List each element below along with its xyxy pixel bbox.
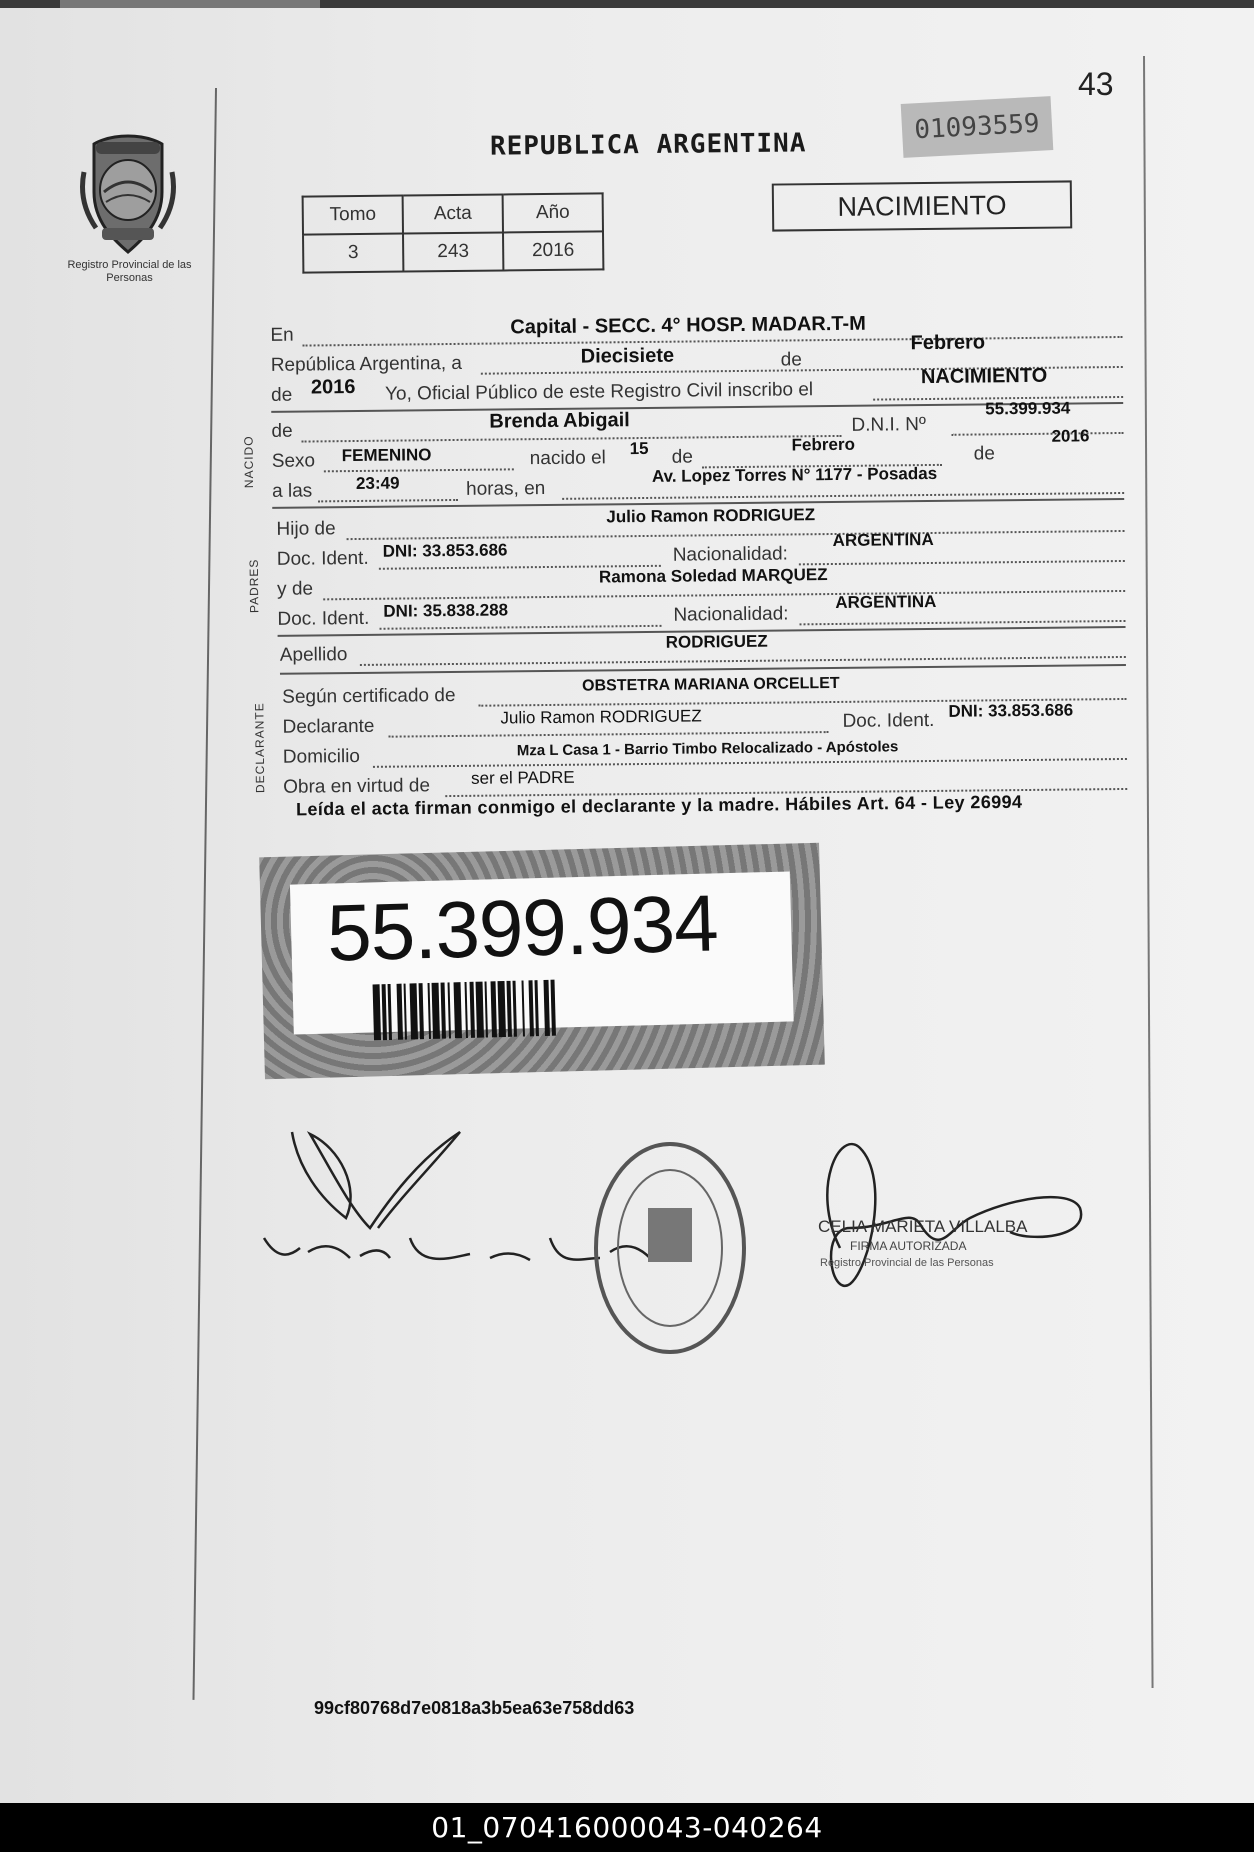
value-child-dni: 55.399.934 (985, 398, 1071, 419)
row-surname (264, 632, 1144, 671)
label-en: En (270, 324, 294, 346)
label-de-month: de (780, 349, 802, 371)
value-declarant-name: Julio Ramon RODRIGUEZ (500, 706, 702, 728)
label-apellido: Apellido (279, 644, 348, 666)
officer-name-stamp: CELIA MARIETA VILLALBA (818, 1217, 1028, 1236)
dotted-line (799, 560, 1125, 565)
label-horas-en: horas, en (465, 478, 546, 500)
value-birth-time: 23:49 (355, 473, 400, 494)
dotted-line (952, 432, 1124, 436)
value-day: Diecisiete (580, 344, 675, 368)
label-obra-en-virtud: Obra en virtud de (283, 775, 431, 798)
mother-signature-icon (264, 1132, 650, 1260)
label-a-las: a las (271, 480, 313, 502)
dni-sticker (259, 843, 825, 1080)
sticker-label (290, 871, 794, 1034)
left-margin-line (192, 88, 217, 1700)
registry-value-ano: 2016 (503, 231, 603, 270)
label-nacido-el: nacido el (529, 447, 606, 470)
registry-header-ano: Año (503, 193, 603, 232)
label-segun-certificado: Según certificado de (282, 684, 456, 708)
barcode (373, 976, 704, 1041)
registry-header-tomo: Tomo (303, 196, 403, 235)
registry-header-acta: Acta (403, 194, 503, 233)
birth-record-form (241, 284, 1145, 803)
footer-file-code: 01_070416000043-040264 (0, 1803, 1254, 1852)
officer-org-stamp: Registro Provincial de las Personas (820, 1257, 994, 1269)
top-edge-shadow (0, 0, 1254, 8)
side-label-padres: PADRES (246, 558, 262, 614)
value-mother-doc: DNI: 35.838.288 (383, 600, 509, 621)
label-declarante: Declarante (282, 715, 375, 738)
value-dob-day: 15 (629, 438, 649, 459)
registry-header-row (303, 193, 603, 234)
country-title: REPUBLICA ARGENTINA (489, 128, 807, 162)
label-doc-ident-father: Doc. Ident. (276, 547, 369, 570)
value-certificate-by: OBSTETRA MARIANA ORCELLET (582, 674, 840, 695)
label-de-dob-month: de (671, 446, 693, 468)
officer-title-stamp: FIRMA AUTORIZADA (850, 1239, 967, 1253)
value-birth-place: Av. Lopez Torres N° 1177 - Posadas (651, 463, 938, 486)
document-hash: 99cf80768d7e0818a3b5ea63e758dd63 (314, 1698, 635, 1718)
serial-number-stamp: 01093559 (901, 96, 1054, 158)
side-label-declarante: DECLARANTE (252, 702, 268, 794)
value-year: 2016 (310, 376, 356, 399)
dotted-line (324, 468, 514, 472)
label-dni: D.N.I. Nº (851, 414, 927, 436)
value-act-type: NACIMIENTO (920, 364, 1048, 389)
label-de-name: de (271, 420, 293, 442)
label-nacionalidad-father: Nacionalidad: (672, 543, 789, 566)
closing-statement: Leída el acta firman conmigo el declarante y la madre. Hábiles Art. 64 - Ley 26994 (295, 791, 1023, 820)
registry-table (302, 192, 605, 273)
dotted-line (318, 499, 458, 502)
label-domicilio: Domicilio (282, 745, 361, 768)
dotted-line (799, 620, 1125, 625)
label-y-de: y de (276, 578, 314, 600)
registry-value-row (303, 231, 603, 272)
value-declarant-role: ser el PADRE (470, 767, 575, 788)
label-sexo: Sexo (271, 450, 316, 472)
value-mother-nationality: ARGENTINA (835, 591, 937, 612)
section-rule (280, 664, 1126, 675)
page-number: 43 (1078, 66, 1114, 102)
provincial-emblem-icon (76, 132, 180, 256)
emblem-caption: Registro Provincial de las Personas (67, 259, 192, 284)
value-declarant-address: Mza L Casa 1 - Barrio Timbo Relocalizado - Apóstoles (516, 738, 899, 760)
value-father-nationality: ARGENTINA (832, 529, 934, 551)
value-declarant-doc: DNI: 33.853.686 (948, 700, 1074, 721)
label-yo-oficial: Yo, Oficial Público de este Registro Civil inscribo el (384, 379, 814, 405)
row-time-place (262, 463, 1142, 507)
side-label-nacido: NACIDO (241, 435, 257, 489)
label-doc-ident-declarant: Doc. Ident. (842, 709, 935, 732)
right-margin-line (1143, 56, 1154, 1688)
label-hijo-de: Hijo de (276, 518, 336, 540)
value-place: Capital - SECC. 4° HOSP. MADAR.T-M (510, 312, 866, 339)
registry-value-tomo: 3 (303, 234, 403, 273)
barcode-space (555, 980, 559, 1036)
value-dob-month: Febrero (791, 434, 856, 455)
dotted-line (380, 625, 662, 630)
value-father-doc: DNI: 33.853.686 (382, 540, 508, 561)
label-de-year: de (270, 384, 293, 406)
label-republica: República Argentina, a (270, 352, 463, 376)
value-month: Febrero (910, 331, 986, 355)
row-mother-doc (263, 591, 1143, 635)
label-de-dob-year: de (973, 443, 995, 465)
value-sex: FEMENINO (341, 445, 432, 466)
sticker-number: 55.399.934 (326, 878, 719, 978)
document-type-box: NACIMIENTO (772, 180, 1072, 231)
label-nacionalidad-mother: Nacionalidad: (673, 603, 789, 626)
value-surname: RODRIGUEZ (665, 631, 768, 652)
value-father-name: Julio Ramon RODRIGUEZ (606, 505, 816, 527)
label-doc-ident-mother: Doc. Ident. (277, 607, 370, 630)
dotted-line (389, 731, 829, 738)
document-page (0, 8, 1254, 1803)
registry-value-acta: 243 (403, 232, 503, 271)
value-child-name: Brenda Abigail (489, 409, 630, 433)
signatures-area (250, 1108, 1150, 1408)
value-mother-name: Ramona Soledad MARQUEZ (598, 565, 828, 587)
official-seal-icon (596, 1144, 744, 1352)
value-dob-year: 2016 (1051, 426, 1090, 446)
